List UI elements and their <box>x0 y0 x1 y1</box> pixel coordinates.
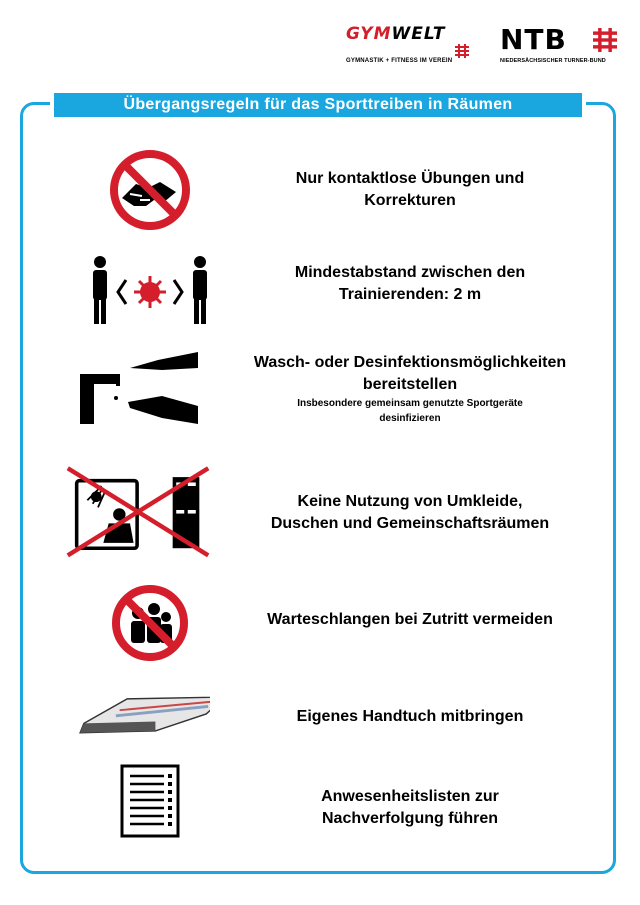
rule-towel <box>30 688 610 738</box>
turner-cross-icon <box>455 44 469 58</box>
gymwelt-tagline: GYMNASTIK + FITNESS IM VEREIN <box>346 58 453 64</box>
ntb-tagline: NIEDERSÄCHSISCHER TURNER-BUND <box>500 58 606 64</box>
ntb-wordmark: NTB <box>500 23 567 56</box>
distance-icon <box>50 252 210 332</box>
hand-washing-icon <box>50 348 210 432</box>
rule-washing <box>30 348 610 432</box>
no-queue-icon <box>50 585 210 661</box>
rule-distance <box>30 252 610 332</box>
rule-text: Anwesenheitslisten zur Nachverfolgung führen <box>321 788 499 827</box>
logo-area <box>330 22 630 72</box>
rule-text: Wasch- oder Desinfektionsmöglichkeiten bereitstellen Insbesondere gemeinsam genutzte Sportgeräte desinfizieren <box>253 354 567 424</box>
ntb-logo <box>500 22 635 72</box>
towel-icon <box>50 688 210 738</box>
rule-contactless <box>30 150 610 230</box>
rule-no-changing-room <box>30 455 610 565</box>
attendance-list-icon <box>50 762 210 840</box>
rule-text: Mindestabstand zwischen den Trainierenden: 2 m <box>294 264 526 303</box>
page-title: Übergangsregeln für das Sporttreiben in Räumen <box>54 93 582 117</box>
gymwelt-wordmark: GYMWELT <box>346 24 446 44</box>
rule-text: Keine Nutzung von Umkleide, Duschen und Gemeinschaftsräumen <box>270 493 550 532</box>
rule-no-queue <box>30 585 610 661</box>
rule-text: Eigenes Handtuch mitbringen <box>296 708 524 725</box>
no-handshake-icon <box>50 150 210 230</box>
gymwelt-logo <box>340 22 490 72</box>
rule-text: Nur kontaktlose Übungen und Korrekturen <box>295 170 525 209</box>
rule-attendance <box>30 762 610 840</box>
no-changing-room-icon <box>50 455 210 565</box>
turner-cross-icon <box>593 28 617 52</box>
rule-text: Warteschlangen bei Zutritt vermeiden <box>267 611 553 628</box>
